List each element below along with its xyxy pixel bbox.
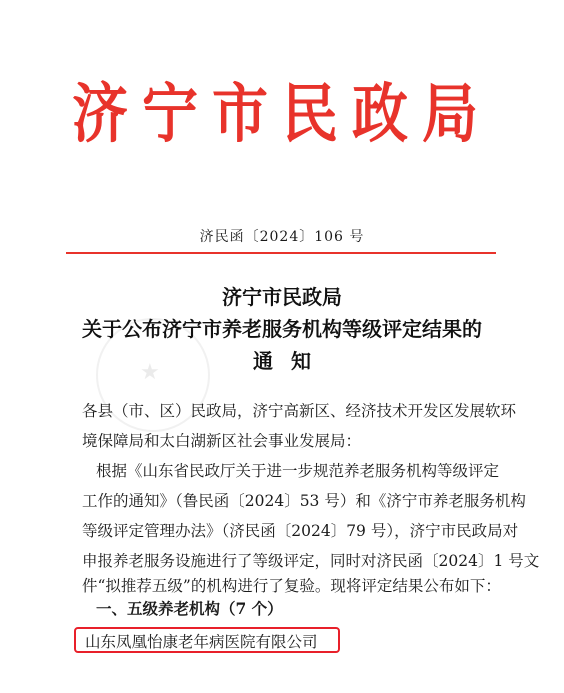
addressee-line-1: 各县（市、区）民政局，济宁高新区、经济技术开发区发展软环 [82,402,517,420]
document-number: 济民函〔2024〕106 号 [199,229,365,245]
paragraph-line-1: 根据《山东省民政厅关于进一步规范养老服务机构等级评定 [96,462,500,480]
masthead: 济宁市民政局 [72,76,492,152]
title-line-2: 关于公布济宁市养老服务机构等级评定结果的 [82,317,482,341]
paragraph-line-4: 申报养老服务设施进行了等级评定，同时对济民函〔2024〕1 号文 [82,552,540,570]
paragraph-line-2: 工作的通知》（鲁民函〔2024〕53 号）和《济宁市养老服务机构 [82,492,526,510]
seal-star-icon: ★ [140,360,160,385]
paragraph-line-3: 等级评定管理办法》（济民函〔2024〕79 号），济宁市民政局对 [82,522,519,540]
highlighted-organization: 山东凤凰怡康老年病医院有限公司 [85,633,318,651]
paragraph-line-5: 件“拟推荐五级”的机构进行了复验。现将评定结果公布如下： [82,577,501,595]
red-divider-rule [66,252,496,254]
title-line-1: 济宁市民政局 [222,285,342,309]
section-heading: 一、五级养老机构（7 个） [96,599,283,618]
title-line-3: 通知 [253,349,329,373]
addressee-line-2: 境保障局和太白湖新区社会事业发展局： [82,432,362,450]
